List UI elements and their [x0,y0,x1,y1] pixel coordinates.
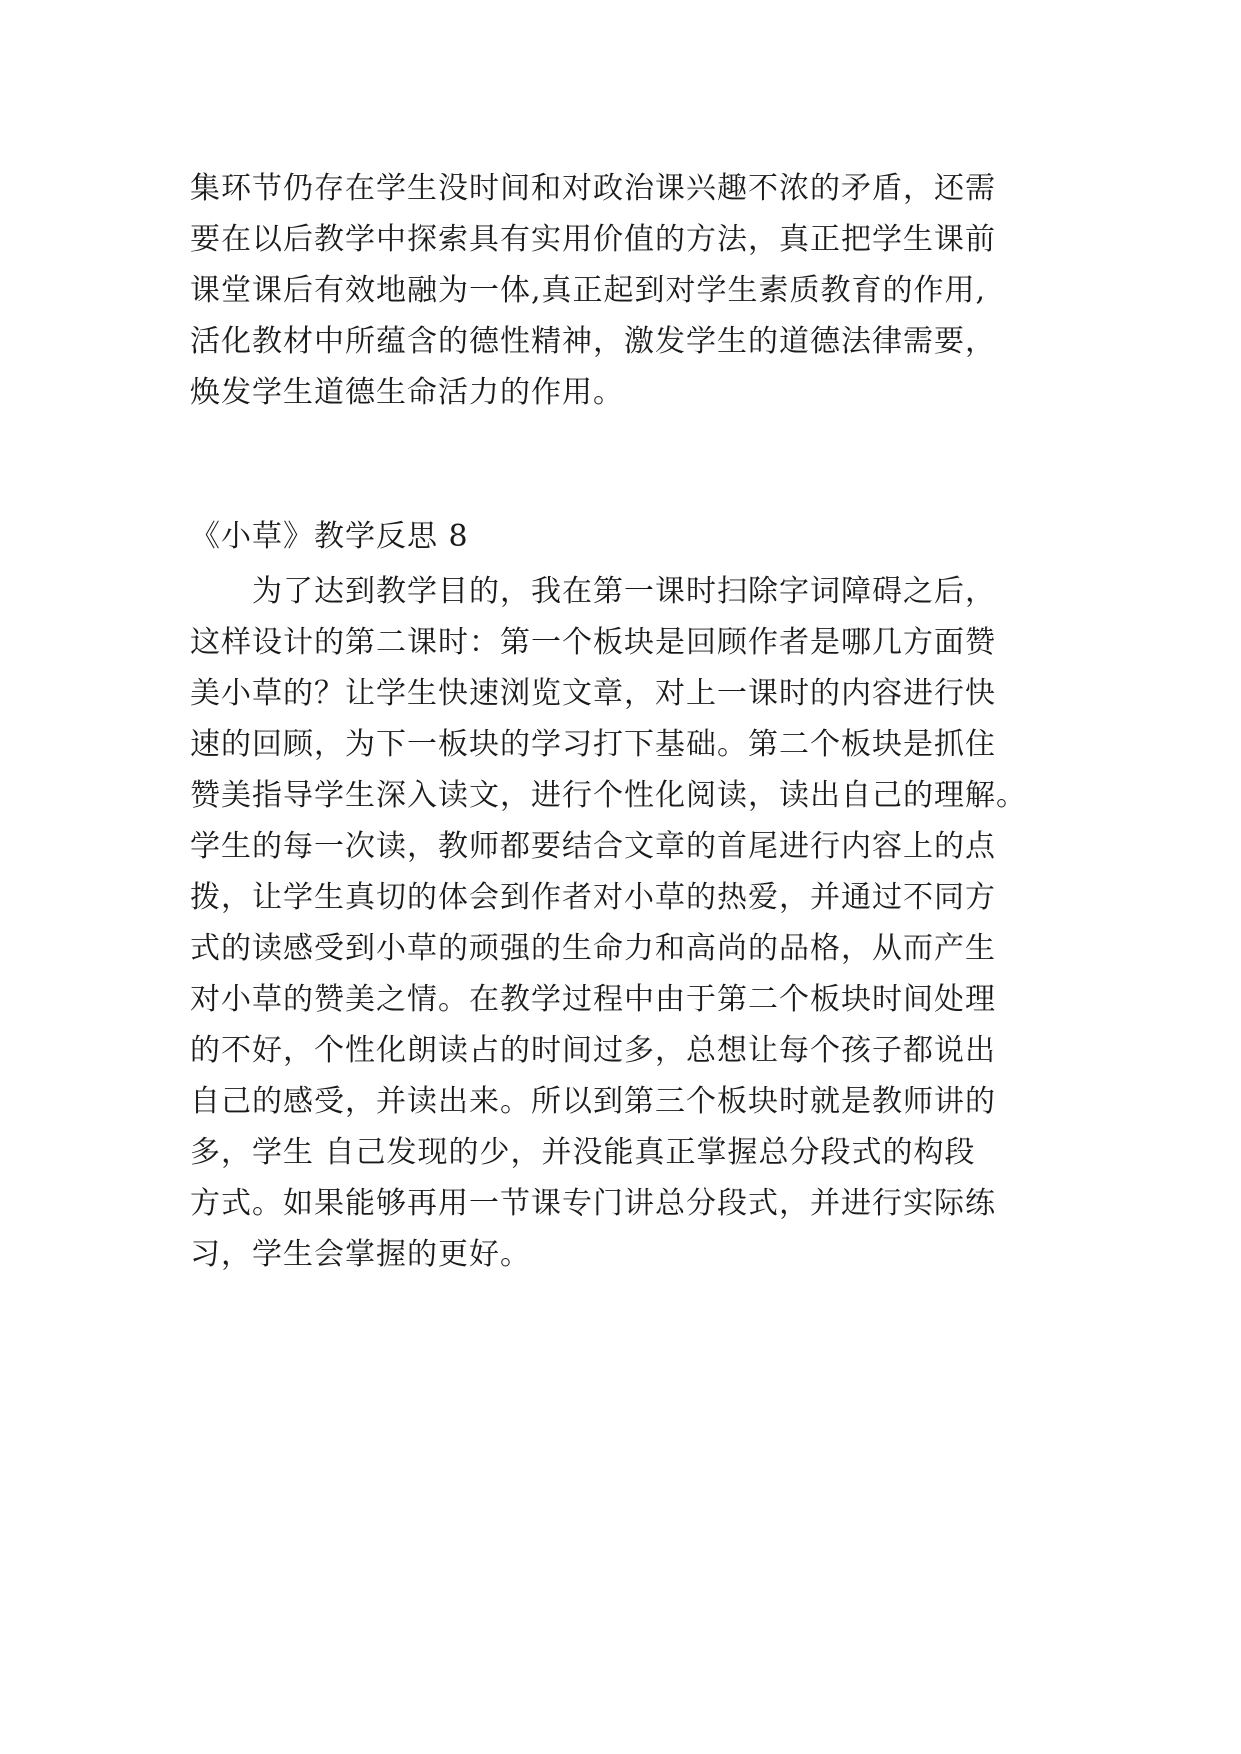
text-line: 焕发学生道德生命活力的作用。 [190,375,624,410]
text-line: 活化教材中所蕴含的德性精神，激发学生的道德法律需要， [190,324,996,359]
paragraph-continuation [190,163,1090,418]
text-line: 的不好，个性化朗读占的时间过多，总想让每个孩子都说出 [190,1033,996,1068]
text-line: 要在以后教学中探索具有实用价值的方法，真正把学生课前 [190,222,996,257]
text-line: 集环节仍存在学生没时间和对政治课兴趣不浓的矛盾，还需 [190,171,996,206]
text-line: 这样设计的第二课时：第一个板块是回顾作者是哪几方面赞 [190,625,996,660]
paragraph-body [190,566,1090,1280]
text-line: 美小草的？让学生快速浏览文章，对上一课时的内容进行快 [190,676,996,711]
section-heading: 《小草》教学反思 8 [190,519,469,554]
text-line: 学生的每一次读，教师都要结合文章的首尾进行内容上的点 [190,829,996,864]
text-line: 习，学生会掌握的更好。 [190,1237,531,1272]
text-line: 赞美指导学生深入读文，进行个性化阅读，读出自己的理解。 [190,778,1027,813]
text-line: 方式。如果能够再用一节课专门讲总分段式，并进行实际练 [190,1186,996,1221]
text-line: 自己的感受，并读出来。所以到第三个板块时就是教师讲的 [190,1084,996,1119]
text-line: 拨，让学生真切的体会到作者对小草的热爱，并通过不同方 [190,880,996,915]
text-line: 对小草的赞美之情。在教学过程中由于第二个板块时间处理 [190,982,996,1017]
text-line: 课堂课后有效地融为一体,真正起到对学生素质教育的作用, [190,273,987,308]
text-line: 多，学生 自己发现的少，并没能真正掌握总分段式的构段 [190,1135,976,1170]
text-line: 为了达到教学目的，我在第一课时扫除字词障碍之后， [190,574,996,609]
text-line: 式的读感受到小草的顽强的生命力和高尚的品格，从而产生 [190,931,996,966]
text-line: 速的回顾，为下一板块的学习打下基础。第二个板块是抓住 [190,727,996,762]
